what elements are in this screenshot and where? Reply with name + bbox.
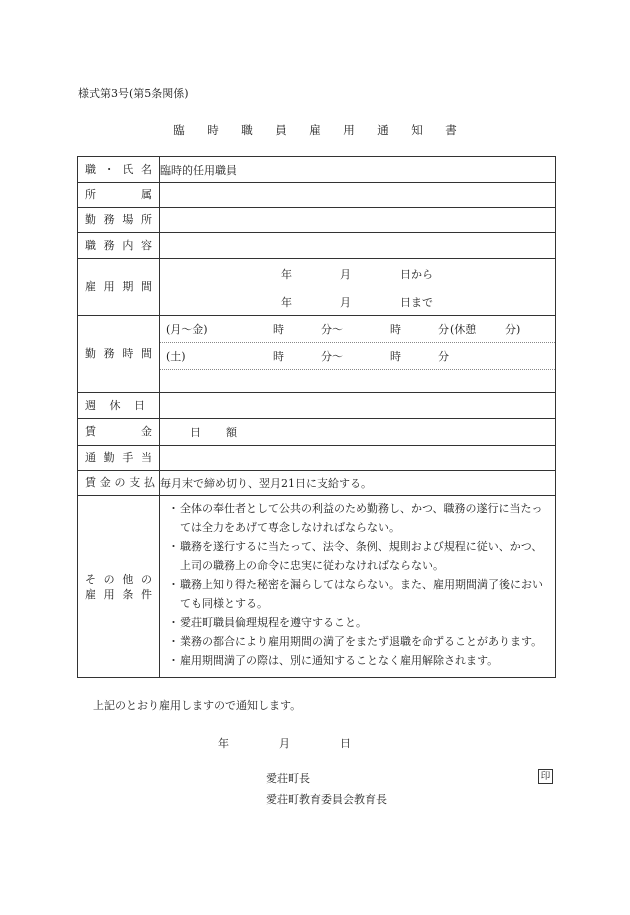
form-number: 様式第3号(第5条関係): [78, 87, 189, 100]
label-hours: 勤 務 時 間: [78, 316, 160, 393]
label-holidays: 週 休 日: [78, 393, 160, 419]
label-workplace: 勤 務 場 所: [78, 208, 160, 233]
hours-blank: [160, 370, 555, 392]
hours-saturday: (土) 時 分～ 時 分: [160, 343, 555, 370]
wage-kind: 日: [190, 426, 201, 439]
label-other-conditions: そ の 他 の 雇 用 条 件: [78, 496, 160, 678]
condition-item: ・ 雇用期間満了の際は、別に通知することなく雇用解除されます。: [168, 654, 499, 667]
label-payment: 賃 金 の 支 払: [78, 471, 160, 496]
document-title: [0, 122, 630, 138]
closing-statement: 上記のとおり雇用しますので通知します。: [93, 699, 302, 712]
title-char: 書: [445, 123, 457, 137]
value-hours[interactable]: [160, 316, 556, 393]
row-hours: [78, 316, 556, 393]
row-commute: [78, 446, 556, 471]
row-holidays: [78, 393, 556, 419]
label-period: 雇 用 期 間: [78, 259, 160, 316]
title-char: 員: [275, 123, 287, 137]
title-char: 時: [207, 123, 219, 137]
period-from: 年 月 日から: [281, 268, 433, 281]
condition-item: ・ 職務上知り得た秘密を漏らしてはならない。また、雇用期間満了後においても同様とする。: [168, 578, 543, 610]
date-month: 月: [279, 737, 290, 750]
value-duties[interactable]: [160, 233, 556, 259]
period-to: 年 月 日まで: [281, 296, 433, 309]
value-period[interactable]: [160, 259, 556, 316]
value-affiliation[interactable]: [160, 183, 556, 208]
label-commute: 通 勤 手 当: [78, 446, 160, 471]
condition-item: ・ 業務の都合により雇用期間の満了をまたず退職を命ずることがあります。: [168, 635, 543, 648]
date-day: 日: [340, 737, 351, 750]
value-name[interactable]: 臨時的任用職員: [160, 157, 556, 183]
title-char: 用: [343, 123, 355, 137]
condition-item: ・ 愛荘町職員倫理規程を遵守すること。: [168, 616, 367, 629]
value-wage[interactable]: [160, 419, 556, 446]
hours-weekday: (月～金) 時 分～ 時 分 (休憩 分): [160, 316, 555, 343]
title-char: 臨: [173, 123, 185, 137]
seal-stamp-mark: 印: [538, 769, 553, 784]
condition-item: ・ 職務を遂行するに当たって、法令、条例、規則および規程に従い、かつ、上司の職務上の命令に忠実に従わなければならない。: [168, 540, 543, 572]
label-duties: 職 務 内 容: [78, 233, 160, 259]
title-char: 雇: [309, 123, 321, 137]
value-other-conditions: [160, 496, 556, 678]
employment-form-table: [77, 156, 556, 678]
condition-item: ・ 全体の奉仕者として公共の利益のため勤務し、かつ、職務の遂行に当たっては全力をあげて専念しなければならない。: [168, 502, 543, 534]
value-commute[interactable]: [160, 446, 556, 471]
wage-kind2: 額: [226, 426, 237, 439]
title-char: 職: [241, 123, 253, 137]
row-name: [78, 157, 556, 183]
row-payment: [78, 471, 556, 496]
row-period: [78, 259, 556, 316]
issuer-education-superintendent: 愛荘町教育委員会教育長: [266, 793, 387, 806]
issuer-mayor: 愛荘町長: [266, 772, 310, 785]
row-workplace: [78, 208, 556, 233]
row-affiliation: [78, 183, 556, 208]
label-affiliation: 所 属: [78, 183, 160, 208]
row-duties: [78, 233, 556, 259]
title-char: 通: [377, 123, 389, 137]
label-wage: 賃 金: [78, 419, 160, 446]
value-holidays[interactable]: [160, 393, 556, 419]
label-name: 職 ・ 氏 名: [78, 157, 160, 183]
title-char: 知: [411, 123, 423, 137]
row-other-conditions: [78, 496, 556, 678]
value-workplace[interactable]: [160, 208, 556, 233]
value-payment[interactable]: 毎月末で締め切り、翌月21日に支給する。: [160, 471, 556, 496]
row-wage: [78, 419, 556, 446]
date-year: 年: [218, 737, 229, 750]
